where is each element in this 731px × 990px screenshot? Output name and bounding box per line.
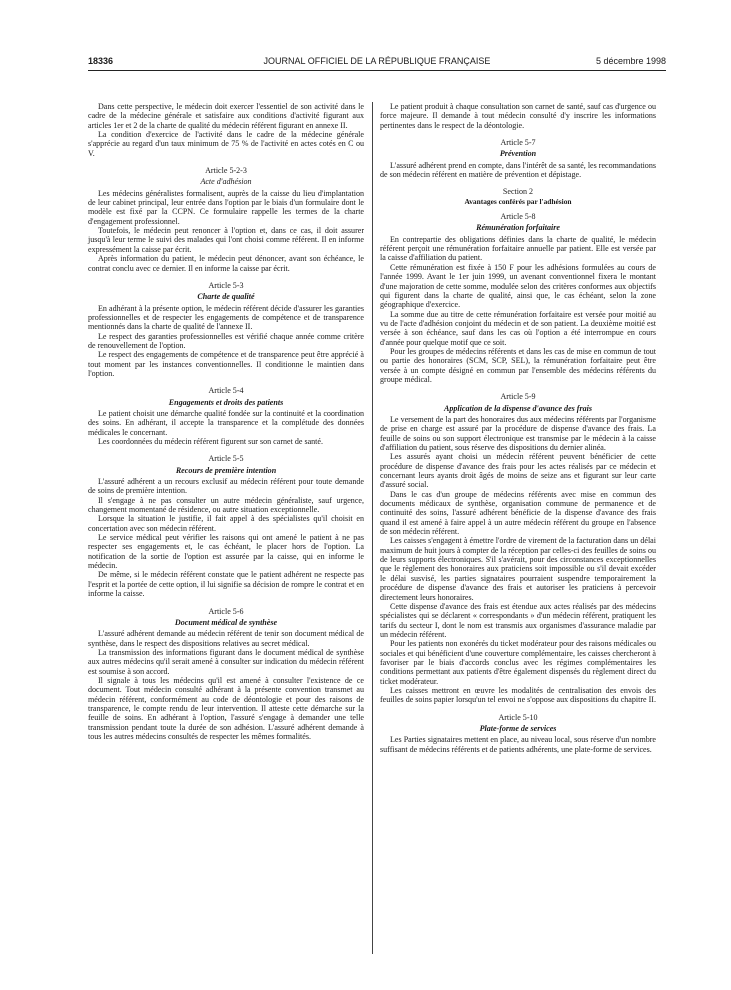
page-number: 18336 bbox=[88, 56, 114, 66]
paragraph: Le versement de la part des honoraires dus aux médecins référents par l'organisme de prise en charge est assuré par la procédure de dispense d'avance des frais. La feuille de soins ou son support électronique est transmise par le médecin à la caisse d'affiliation du patient, sous réserve des dispositions du dernier alinéa. bbox=[380, 414, 656, 452]
paragraph: Après information du patient, le médecin peut dénoncer, avant son échéance, le contrat conclu avec ce dernier. Il en informe la caisse par écrit. bbox=[88, 254, 364, 273]
page-header bbox=[88, 56, 666, 70]
paragraph: Le respect des garanties professionnelles est vérifié chaque année comme critère de renouvellement de l'option. bbox=[88, 331, 364, 350]
section-title: Avantages conférés par l'adhésion bbox=[464, 196, 572, 206]
paragraph: Le respect des engagements de compétence et de transparence peut être apprécié à tout moment par les instances conventionnelles. Il conditionne le maintien dans l'option. bbox=[88, 350, 364, 378]
paragraph: Les Parties signataires mettent en place, au niveau local, sous réserve d'un nombre suffisant de médecins référents et de patients adhérents, une plate-forme de services. bbox=[380, 735, 656, 754]
article-title: Document médical de synthèse bbox=[174, 617, 278, 627]
article-title: Plate-forme de services bbox=[479, 723, 557, 733]
right-column bbox=[380, 102, 656, 754]
issue-date: 5 décembre 1998 bbox=[595, 56, 666, 66]
paragraph: Il signale à tous les médecins qu'il est amené à consulter l'existence de ce document. Tout médecin consulté adhérant à la présente convention transmet au médecin référent, conformément au code de déontologie et pour des raisons de transparence, le compte rendu de leur intervention. Il atteste cette démarche sur la feuille de soins. En adhérant à l'option, l'assuré s'engage à demander une telle transmission pendant toute la durée de son adhésion. L'assuré adhérent demande à tous les autres médecins consultés de respecter les mêmes formalités. bbox=[88, 675, 364, 741]
paragraph: La somme due au titre de cette rémunération forfaitaire est versée pour moitié au vu de l'acte d'adhésion conjoint du médecin et de son patient. La deuxième moitié est versée à son échéance, sauf dans les cas où l'option a été interrompue en cours d'année pour quelque motif que ce soit. bbox=[380, 309, 656, 347]
paragraph: L'assuré adhérent demande au médecin référent de tenir son document médical de synthèse, dans le respect des dispositions relatives au secret médical. bbox=[88, 629, 364, 648]
article-heading: Article 5-6 bbox=[208, 606, 244, 616]
header-rule bbox=[88, 70, 666, 71]
paragraph: Dans cette perspective, le médecin doit exercer l'essentiel de son activité dans le cadre de la médecine générale et satisfaire aux conditions d'activité figurant aux articles 1er et 2 de la charte de qualité du médecin référent figurant en annexe II. bbox=[88, 102, 364, 130]
paragraph: Pour les groupes de médecins référents et dans les cas de mise en commun de tout ou partie des honoraires (SCM, SCP, SEL), la rémunération forfaitaire peut être versée à un compte désigné en commun par l'ensemble des médecins référents du groupe médical. bbox=[380, 346, 656, 384]
article-title: Acte d'adhésion bbox=[200, 177, 252, 187]
article-heading: Article 5-10 bbox=[498, 712, 538, 722]
paragraph: Le patient produit à chaque consultation son carnet de santé, sauf cas d'urgence ou force majeure. Il demande à tout médecin consulté d'y inscrire les informations pertinentes dans le respect de la déontologie. bbox=[380, 102, 656, 130]
paragraph: Cette dispense d'avance des frais est étendue aux actes réalisés par des médecins spécialistes qui se déclarent « correspondants » d'un médecin référent, pratiquent les tarifs du secteur I, dont le nom est transmis aux organismes d'assurance maladie par un médecin référent. bbox=[380, 601, 656, 639]
paragraph: Les médecins généralistes formalisent, auprès de la caisse du lieu d'implantation de leur cabinet principal, leur entrée dans l'option par le biais d'un formulaire dont le modèle est fixé par la CCPN. Ce formulaire rappelle les termes de la charte d'engagement professionnel. bbox=[88, 188, 364, 226]
left-column bbox=[88, 102, 364, 741]
paragraph: Le service médical peut vérifier les raisons qui ont amené le patient à ne pas respecter ses engagements et, le cas échéant, le placer hors de l'option. La notification de la sortie de l'option est assurée par la caisse, qui en informe le médecin. bbox=[88, 533, 364, 571]
paragraph: Les caisses mettront en œuvre les modalités de centralisation des envois des feuilles de soins papier lorsqu'un tel envoi ne s'oppose aux dispositions du chapitre II. bbox=[380, 685, 656, 705]
paragraph: Dans le cas d'un groupe de médecins référents avec mise en commun des documents médicaux de synthèse, organisation commune de permanence et de continuité des soins, l'assuré adhérent bénéficie de la dispense d'avance des frais quand il est amené à faire appel à un autre médecin référent du groupe en l'absence de son médecin référent. bbox=[380, 489, 656, 537]
paragraph: Cette rémunération est fixée à 150 F pour les adhésions formulées au cours de l'année 1999. Avant le 1er juin 1999, un avenant conventionnel fixera le montant d'une majoration de cette somme, modulée selon des critères conformes aux objectifs qui figurent dans la charte de qualité, ainsi que, le cas échéant, selon la zone géographique d'exercice. bbox=[380, 262, 656, 310]
article-heading: Article 5-4 bbox=[208, 386, 244, 396]
paragraph: Toutefois, le médecin peut renoncer à l'option et, dans ce cas, il doit assurer jusqu'à leur terme le suivi des malades qui l'ont choisi comme référent. Il en informe expressément la caisse par écrit. bbox=[88, 226, 364, 254]
article-heading: Article 5-3 bbox=[208, 280, 244, 290]
paragraph: Pour les patients non exonérés du ticket modérateur pour des raisons médicales ou sociales et qui bénéficient d'une couverture complémentaire, les caisses chercheront à favoriser par le biais d'accords conclus avec les régimes complémentaires les conditions permettant aux patients d'être également dispensés du règlement direct du ticket modérateur. bbox=[380, 639, 656, 686]
paragraph: Lorsque la situation le justifie, il fait appel à des spécialistes qu'il choisit en concertation avec son médecin référent. bbox=[88, 514, 364, 533]
paragraph: En contrepartie des obligations définies dans la charte de qualité, le médecin référent perçoit une rémunération forfaitaire annuelle par patient. Elle est versée par la caisse d'affiliation du patient. bbox=[380, 234, 656, 263]
article-title: Application de la dispense d'avance des frais bbox=[444, 403, 592, 413]
paragraph: En adhérant à la présente option, le médecin référent décide d'assurer les garanties professionnelles et de respecter les engagements de compétence et de transparence mentionnés dans la charte de qualité de l'annexe II. bbox=[88, 303, 364, 332]
paragraph: Il s'engage à ne pas consulter un autre médecin généraliste, sauf urgence, changement momentané de résidence, ou autre situation exceptionnelle. bbox=[88, 495, 364, 515]
paragraph: La transmission des informations figurant dans le document médical de synthèse aux autres médecins qu'il serait amené à consulter sur indication du médecin référent est soumise à son accord. bbox=[88, 647, 364, 676]
article-heading: Article 5-5 bbox=[208, 454, 244, 464]
paragraph: Les caisses s'engagent à émettre l'ordre de virement de la facturation dans un délai maximum de huit jours à compter de la réception par celles-ci des feuilles de soins ou de leurs supports électroniques. S'il s'avérait, pour des circonstances exceptionnelles que le règlement des honoraires aux praticiens soit impossible ou s'il devait excéder le délai susvisé, les parties signataires pourraient suspendre temporairement la procédure de dispense d'avance des frais et autoriser les praticiens à percevoir directement leurs honoraires. bbox=[380, 536, 656, 602]
article-heading: Article 5-8 bbox=[500, 212, 536, 222]
article-title: Prévention bbox=[499, 149, 537, 159]
article-heading: Article 5-9 bbox=[500, 392, 536, 402]
article-heading: Article 5-2-3 bbox=[205, 166, 247, 176]
article-title: Engagements et droits des patients bbox=[168, 397, 284, 407]
article-title: Charte de qualité bbox=[197, 292, 255, 302]
paragraph: La condition d'exercice de l'activité dans le cadre de la médecine générale s'apprécie au regard d'un taux minimum de 75 % de l'activité en actes cotés en C ou V. bbox=[88, 130, 364, 158]
article-heading: Article 5-7 bbox=[500, 138, 536, 148]
paragraph: L'assuré adhérent a un recours exclusif au médecin référent pour toute demande de soins de première intention. bbox=[88, 477, 364, 496]
column-divider bbox=[372, 102, 373, 954]
paragraph: Les assurés ayant choisi un médecin référent peuvent bénéficier de cette procédure de dispense d'avance des frais pour les actes réalisés par ce médecin et concernant leurs ayants droit âgés de moins de seize ans et figurant sur leur carte d'assuré social. bbox=[380, 452, 656, 490]
paragraph: L'assuré adhérent prend en compte, dans l'intérêt de sa santé, les recommandations de son médecin référent en matière de prévention et dépistage. bbox=[380, 160, 656, 180]
paragraph: De même, si le médecin référent constate que le patient adhérent ne respecte pas l'esprit et la portée de cette option, il lui signifie sa décision de rompre le contrat et en informe la caisse. bbox=[88, 570, 364, 599]
paragraph: Le patient choisit une démarche qualité fondée sur la continuité et la coordination des soins. En adhérant, il accepte la transparence et la complétude des données médicales le concernant. bbox=[88, 408, 364, 437]
paragraph: Les coordonnées du médecin référent figurent sur son carnet de santé. bbox=[98, 437, 323, 446]
article-title: Rémunération forfaitaire bbox=[476, 223, 560, 233]
article-title: Recours de première intention bbox=[175, 465, 277, 475]
section-heading: Section 2 bbox=[502, 187, 534, 197]
journal-title: JOURNAL OFFICIEL DE LA RÉPUBLIQUE FRANÇAISE bbox=[263, 56, 491, 66]
